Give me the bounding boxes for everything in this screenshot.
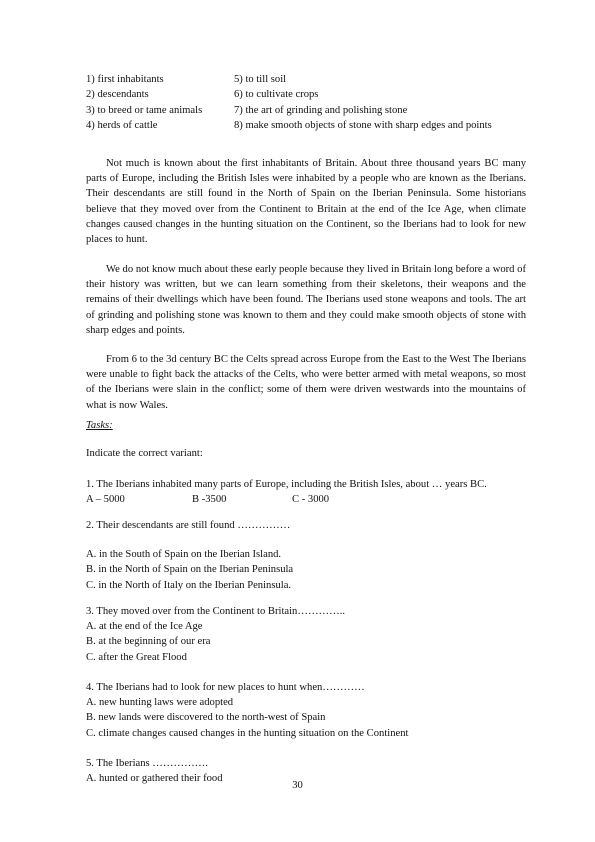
answer-option: C. climate changes caused changes in the hunting situation on the Continent [86, 727, 409, 739]
answer-option: C - 3000 [292, 494, 330, 506]
answer-option: B. at the beginning of our era [86, 636, 211, 648]
vocabulary-term: 1) first inhabitants [86, 74, 164, 85]
question-text: 4. The Iberians had to look for new places to hunt when………… [86, 682, 365, 693]
vocabulary-row [86, 87, 546, 102]
answer-option: B -3500 [192, 494, 227, 506]
vocabulary-row [86, 103, 546, 118]
answer-option: B. new lands were discovered to the north-west of Spain [86, 712, 326, 724]
tasks-heading-text: Tasks: [86, 420, 113, 431]
question-text: 3. They moved over from the Continent to Britain………….. [86, 606, 346, 617]
answer-options [86, 492, 546, 507]
paragraph-celts: From 6 to the 3d century BC the Celts spread across Europe from the East to the West The Iberians were unable to fight back the attacks of the Celts, who were better armed with metal weapons, so most of the Iberians were slain in the conflict; some of them were driven westwards into the mountains of what is now Wales. [86, 354, 526, 411]
vocabulary-term: 6) to cultivate crops [234, 89, 319, 101]
vocabulary-row [86, 72, 546, 87]
paragraph-iberians-origin: Not much is known about the first inhabitants of Britain. About three thousand years BC many parts of Europe, including the British Isles were inhabited by a people who are known as the Iberians. Their descendants are still found in the North of Spain on the Iberian Peninsula. Some historians believe that they moved over from the Continent to Britain at the end of the Ice Age, when climate changes caused changes in the hunting situation on the Continent, so the Iberians had to look for new places to hunt. [86, 158, 526, 246]
vocabulary-term: 8) make smooth objects of stone with sharp edges and points [234, 119, 492, 131]
vocabulary-row [86, 118, 546, 133]
question-1 [86, 477, 546, 507]
paragraph-iberians-life: We do not know much about these early people because they lived in Britain long before a word of their history was written, but we can learn something from their skeletons, their weapons and the remains of their dwellings which have been found. The Iberians used stone weapons and tools. The art of grinding and polishing stone was known to them and they could make smooth objects of stone with sharp edges and points. [86, 264, 526, 336]
question-text: 1. The Iberians inhabited many parts of Europe, including the British Isles, about … years BC. [86, 479, 487, 490]
answer-option: A. in the South of Spain on the Iberian Island. [86, 549, 282, 561]
tasks-instruction: Indicate the correct variant: [86, 448, 203, 459]
page-number: 30 [292, 780, 303, 791]
answer-option: A – 5000 [86, 494, 125, 506]
question-text: 5. The Iberians ……………. [86, 758, 208, 769]
vocabulary-list [86, 72, 546, 133]
tasks-heading [86, 418, 546, 433]
question-3 [86, 604, 546, 665]
vocabulary-term: 7) the art of grinding and polishing stone [234, 104, 408, 116]
vocabulary-term: 3) to breed or tame animals [86, 104, 203, 116]
answer-option: C. in the North of Italy on the Iberian Peninsula. [86, 579, 292, 591]
vocabulary-term: 2) descendants [86, 89, 149, 101]
question-text: 2. Their descendants are still found …………… [86, 520, 291, 531]
vocabulary-term: 5) to till soil [234, 74, 287, 85]
answer-option: B. in the North of Spain on the Iberian Peninsula [86, 564, 294, 576]
answer-option: A. at the end of the Ice Age [86, 621, 203, 633]
answer-option: A. new hunting laws were adopted [86, 697, 234, 709]
vocabulary-term: 4) herds of cattle [86, 119, 158, 131]
answer-option: C. after the Great Flood [86, 651, 187, 663]
answer-option: A. hunted or gathered their food [86, 773, 223, 785]
question-4 [86, 680, 546, 741]
question-2 [86, 518, 546, 593]
